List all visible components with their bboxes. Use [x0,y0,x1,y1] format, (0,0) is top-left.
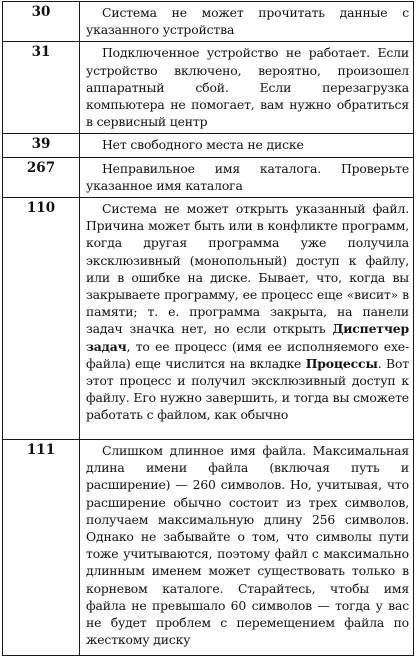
description-text: Система не может прочитать данные с указанного устройства [86,5,409,38]
description-text: . Вот этот процесс и получил эксклюзивный доступ к файлу. Его нужно завершить, и тогда вы сможете работать с файлом, как обычно [86,355,409,423]
error-code: 267 [3,157,80,197]
description-text: Неправильное имя каталога. Проверьте указанное имя каталога [86,160,409,193]
error-code: 39 [3,134,80,157]
description-text: Система не может открыть указанный файл. Причина может быть или в конфликте программ, когда другая программа уже получила эксклюзивный (монопольный) доступ к файлу, или в ошибке на диске. Бывает, что, когда вы закрываете программу, ее процесс еще «висит» в памяти; т. е. программа закрыта, на панели задач значка нет, но если открыть [86,201,409,337]
task-manager-term: Диспетчер задач [86,321,409,354]
processes-tab-term: Процессы [305,355,378,371]
description-text: , то ее процесс (имя ее исполняемого exe-файла) еще числится на вкладке [86,338,409,371]
error-description [80,134,414,157]
table-row [3,157,414,197]
table-row [3,134,414,157]
table-row [3,2,414,42]
error-description [80,42,414,134]
table-row [3,198,414,440]
description-text: Нет свободного места не диске [102,137,304,153]
table-row [3,440,414,656]
error-code: 31 [3,42,80,134]
error-code: 111 [3,440,80,656]
error-code: 110 [3,198,80,440]
description-text: Подключенное устройство не работает. Если устройство включено, вероятно, произошел аппаратный сбой. Если перезагрузка компьютера не помогает, вам нужно обратиться в сервисный центр [86,45,409,130]
error-description [80,440,414,656]
error-description [80,2,414,42]
table-row [3,42,414,134]
error-code: 30 [3,2,80,42]
error-codes-table [2,1,414,656]
error-description [80,198,414,440]
error-description [80,157,414,197]
description-text: Слишком длинное имя файла. Максимальная длина имени файла (включая путь и расширение) — 260 символов. Но, учитывая, что расширение обычно состоит из трех символов, получаем максимальную длину 256 символов. Однако не забывайте о том, что символы пути тоже учитываются, поэтому файл с максимально длинным именем может существовать только в корневом каталоге. Старайтесь, чтобы имя файла не превышало 60 символов — тогда у вас не будет проблем с перемещением файла по жесткому диску [86,443,409,648]
